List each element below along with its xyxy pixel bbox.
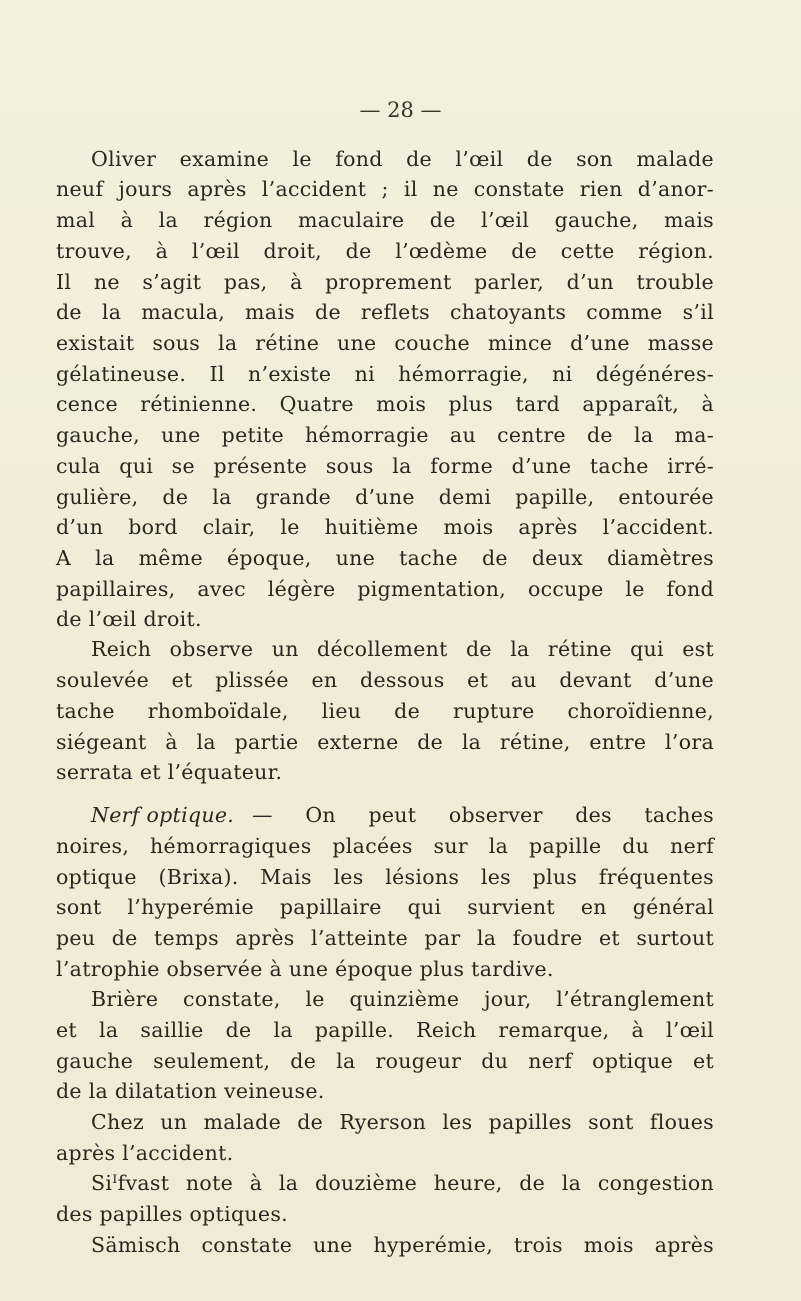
text-line: après l’accident.: [56, 1141, 234, 1165]
text-line: Oliver examine le fond de l’œil de son malade: [91, 147, 714, 171]
text-line: gauche seulement, de la rougeur du nerf optique et: [56, 1049, 714, 1073]
text-line: de la macula, mais de reflets chatoyants comme s’il: [56, 300, 714, 324]
text-line: l’atrophie observée à une époque plus tardive.: [56, 957, 554, 981]
section-heading: Nerf optique.: [91, 803, 235, 827]
text-line: Chez un malade de Ryerson les papilles sont floues: [91, 1110, 714, 1134]
text-line: tache rhomboïdale, lieu de rupture choroïdienne,: [56, 699, 714, 723]
text-line: cula qui se présente sous la forme d’une tache irré-: [56, 454, 714, 478]
text-line: existait sous la rétine une couche mince d’une masse: [56, 331, 714, 355]
text-line: gauche, une petite hémorragie au centre de la ma-: [56, 423, 714, 447]
text-line: noires, hémorragiques placées sur la papille du nerf: [56, 834, 714, 858]
text-line: gulière, de la grande d’une demi papille, entourée: [56, 485, 714, 509]
text-line: Siᴵfvast note à la douzième heure, de la congestion: [91, 1171, 714, 1195]
text-line: cence rétinienne. Quatre mois plus tard apparaît, à: [56, 392, 714, 416]
text-line: de la dilatation veineuse.: [56, 1079, 325, 1103]
text-line: Brière constate, le quinzième jour, l’étranglement: [91, 987, 714, 1011]
text-line: — On peut observer des taches: [252, 803, 714, 827]
text-line: d’un bord clair, le huitième mois après l’accident.: [56, 515, 714, 539]
text-line: siégeant à la partie externe de la rétine, entre l’ora: [56, 730, 714, 754]
text-line: Reich observe un décollement de la rétine qui est: [91, 637, 714, 661]
text-line: mal à la région maculaire de l’œil gauche, mais: [56, 208, 714, 232]
text-line: optique (Brixa). Mais les lésions les plus fréquentes: [56, 865, 714, 889]
text-line: de l’œil droit.: [56, 607, 202, 631]
text-line: Sämisch constate une hyperémie, trois mois après: [91, 1233, 714, 1257]
text-line: peu de temps après l’atteinte par la foudre et surtout: [56, 926, 714, 950]
text-line: sont l’hyperémie papillaire qui survient en général: [56, 895, 714, 919]
text-line: soulevée et plissée en dessous et au devant d’une: [56, 668, 714, 692]
text-line: A la même époque, une tache de deux diamètres: [56, 546, 714, 570]
text-line: Il ne s’agit pas, à proprement parler, d’un trouble: [56, 270, 714, 294]
text-line: gélatineuse. Il n’existe ni hémorragie, ni dégénéres-: [56, 362, 714, 386]
text-line: neuf jours après l’accident ; il ne constate rien d’anor-: [56, 177, 714, 201]
text-line: trouve, à l’œil droit, de l’œdème de cette région.: [56, 239, 714, 263]
text-line: papillaires, avec légère pigmentation, occupe le fond: [56, 577, 714, 601]
text-line: serrata et l’équateur.: [56, 760, 283, 784]
page-number: — 28 —: [359, 98, 442, 122]
text-line: et la saillie de la papille. Reich remarque, à l’œil: [56, 1018, 714, 1042]
text-line: des papilles optiques.: [56, 1202, 288, 1226]
